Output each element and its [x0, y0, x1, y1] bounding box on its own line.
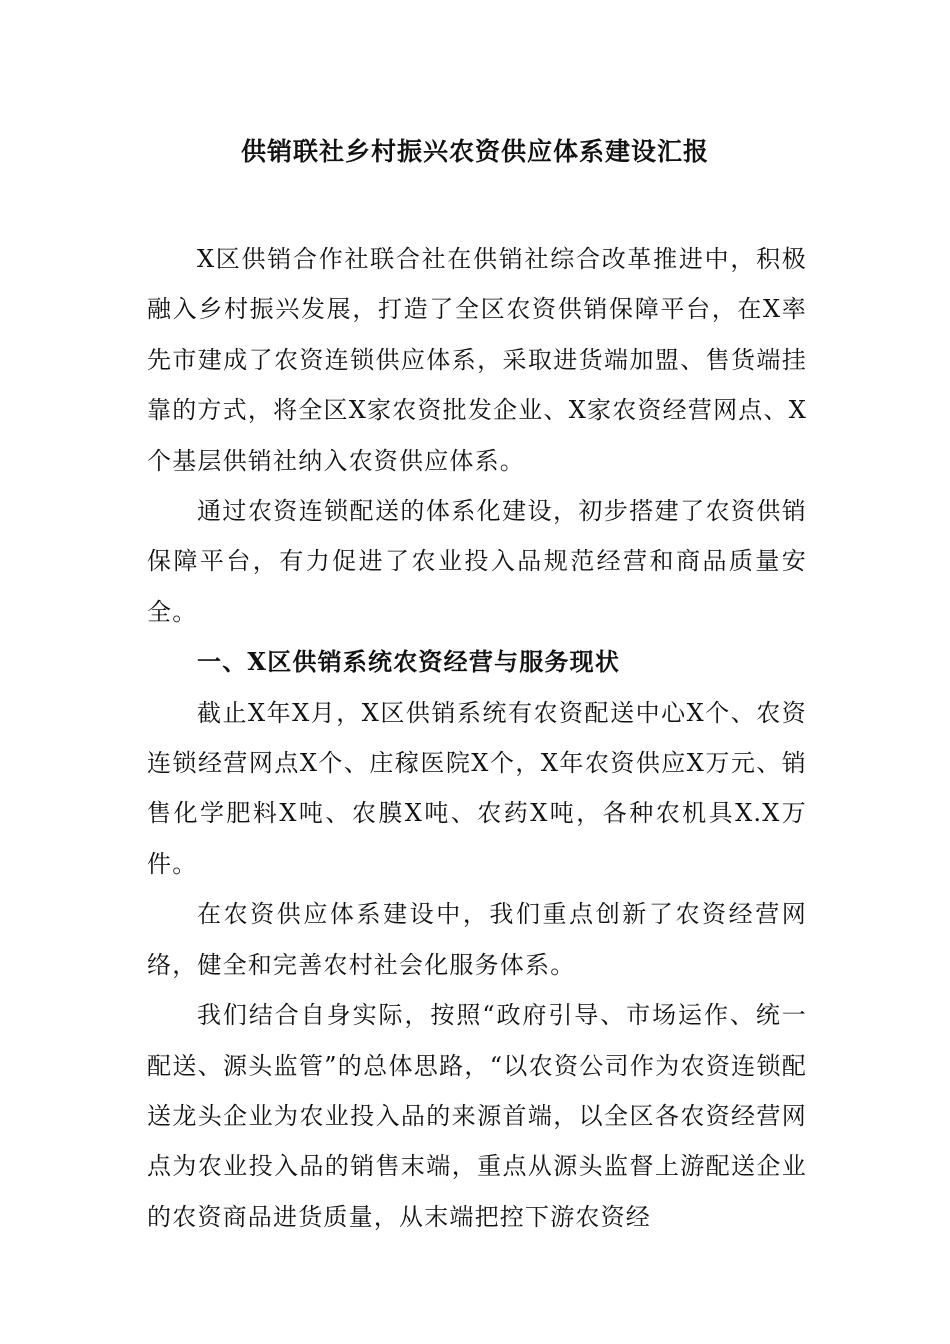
paragraph-approach: 我们结合自身实际，按照“政府引导、市场运作、统一配送、源头监管”的总体思路，“以农资公司作为农资连锁配送龙头企业为农业投入品的来源首端，以全区各农资经营网点为农业投入品的销售末端，重点从源头监督上游配送企业的农资商品进货质量，从末端把控下游农资经: [147, 1001, 807, 1231]
document-body: [147, 234, 807, 1242]
paragraph-status: 截止X年X月，X区供销系统有农资配送中心X个、农资连锁经营网点X个、庄稼医院X个，X年农资供应X万元、销售化学肥料X吨、农膜X吨、农药X吨，各种农机具X.X万件。: [147, 698, 807, 878]
document-title: 供销联社乡村振兴农资供应体系建设汇报: [240, 137, 709, 166]
paragraph-platform: 通过农资连锁配送的体系化建设，初步搭建了农资供销保障平台，有力促进了农业投入品规范经营和商品质量安全。: [147, 497, 807, 626]
section-heading-1: 一、X区供销系统农资经营与服务现状: [197, 647, 621, 677]
paragraph-intro: X区供销合作社联合社在供销社综合改革推进中，积极融入乡村振兴发展，打造了全区农资供销保障平台，在X率先市建成了农资连锁供应体系，采取进货端加盟、售货端挂靠的方式，将全区X家农资批发企业、X家农资经营网点、X个基层供销社纳入农资供应体系。: [147, 245, 807, 475]
paragraph-network: 在农资供应体系建设中，我们重点创新了农资经营网络，健全和完善农村社会化服务体系。: [147, 900, 807, 979]
